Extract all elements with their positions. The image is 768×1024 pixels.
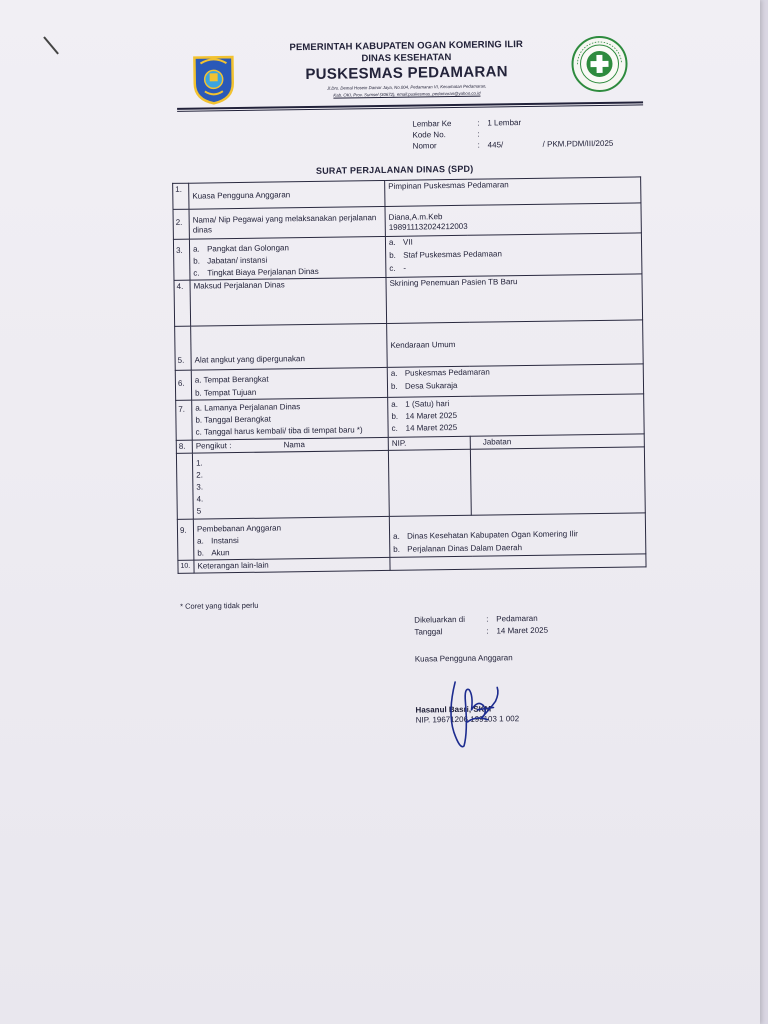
row-pengikut-list: [176, 447, 645, 520]
tingkat-value: -: [403, 263, 407, 273]
tempat-tujuan-label: b. Tempat Tujuan: [195, 387, 257, 398]
puskesmas-name: PUSKESMAS PEDAMARAN: [305, 63, 508, 84]
akun-value: Perjalanan Dinas Dalam Daerah: [407, 543, 523, 554]
puskesmas-logo-icon: [569, 34, 630, 95]
lembar-value: 1 Lembar: [487, 118, 522, 128]
signer-nip: NIP. 19671206 199103 1 002: [415, 714, 520, 725]
kode-label: Kode No.: [412, 130, 446, 140]
maksud-label: Maksud Perjalanan Dinas: [190, 277, 387, 326]
dikeluarkan-value: Pedamaran: [496, 613, 538, 624]
row-alat-angkut: 5. Alat angkut yang dipergunakan Kendaraan Umum: [175, 320, 644, 371]
lembar-label: Lembar Ke: [412, 119, 452, 129]
department-name: DINAS KESEHATAN: [361, 52, 452, 65]
tanggal-berangkat-value: 14 Maret 2025: [405, 410, 458, 421]
kuasa-label: Kuasa Pengguna Anggaran: [189, 180, 385, 209]
pembebanan-label: Pembebanan Anggaran: [196, 523, 282, 534]
pangkat-value: VII: [402, 237, 413, 247]
lamanya-label: a. Lamanya Perjalanan Dinas: [195, 402, 301, 413]
tanggal-berangkat-label: b. Tanggal Berangkat: [195, 414, 271, 425]
tanggal-value: 14 Maret 2025: [496, 625, 549, 636]
alat-angkut-label: Alat angkut yang dipergunakan: [191, 323, 388, 370]
tempat-tujuan-value: Desa Sukaraja: [404, 380, 458, 391]
tanggal-label: Tanggal: [414, 627, 443, 637]
row-keterangan: 10. Keterangan lain-lain: [178, 554, 646, 574]
kuasa-value: Pimpinan Puskesmas Pedamaran: [385, 177, 641, 207]
row-tempat: 6. a. Tempat Berangkat b. Tempat Tujuan a. Puskesmas Pedamaran b. Desa Sukaraja: [175, 364, 643, 401]
col-nip: NIP.: [388, 436, 470, 450]
row-pegawai: 2. Nama/ Nip Pegawai yang melaksanakan perjalanan dinas Diana,A.m.Keb 198911132024212003: [173, 203, 641, 240]
handwritten-signature: [437, 661, 508, 752]
nomor-suffix: / PKM.PDM/III/2025: [542, 138, 614, 149]
tempat-berangkat-value: Puskesmas Pedamaran: [404, 367, 490, 378]
instansi-label: Instansi: [211, 536, 239, 546]
footnote: * Coret yang tidak perlu: [179, 600, 259, 611]
pengikut-item: 4.: [196, 494, 204, 504]
nomor-value: 445/: [487, 140, 504, 150]
jabatan-value: Staf Puskesmas Pedamaan: [403, 249, 502, 260]
tanggal-kembali-label: c. Tanggal harus kembali/ tiba di tempat baru: [195, 425, 355, 437]
tempat-berangkat-label: a. Tempat Berangkat: [194, 374, 269, 385]
regency-logo-icon: [190, 53, 237, 106]
row-kuasa: 1. Kuasa Pengguna Anggaran Pimpinan Puskesmas Pedamaran: [173, 177, 641, 210]
signer-title: Kuasa Pengguna Anggaran: [414, 653, 513, 664]
government-name: PEMERINTAH KABUPATEN OGAN KOMERING ILIR: [289, 39, 524, 54]
pengikut-item: 5: [196, 506, 202, 516]
pengikut-label: Pengikut :: [195, 441, 232, 451]
col-nama: Nama: [283, 440, 306, 450]
letterhead: [266, 39, 547, 99]
pangkat-label: Pangkat dan Golongan: [206, 243, 289, 254]
pengikut-item: 3.: [196, 482, 204, 492]
dikeluarkan-label: Dikeluarkan di: [414, 614, 466, 625]
row-pengikut-header: 8. Pengikut : Nama NIP. Jabatan: [176, 434, 644, 454]
nomor-label: Nomor: [412, 141, 437, 151]
meta-nomor: Nomor : 445/ / PKM.PDM/III/2025: [412, 138, 614, 151]
row-pembebanan: 9. Pembebanan Anggaran a. Instansi b. Akun a. Dinas Kesehatan Kabupaten Ogan Komering Ilir b. Perjalanan Dinas Dalam Daerah: [177, 513, 646, 561]
document: [166, 23, 646, 725]
tanggal-kembali-value: 14 Maret 2025: [405, 422, 458, 433]
akun-label: Akun: [211, 548, 230, 558]
keterangan-label: Keterangan lain-lain: [194, 557, 390, 573]
pegawai-nip: 198911132024212003: [388, 221, 468, 232]
meta-lembar: Lembar Ke : 1 Lembar: [412, 118, 522, 129]
asterisk-note: *): [356, 425, 363, 435]
row-maksud: 4. Maksud Perjalanan Dinas Skrining Penemuan Pasien TB Baru: [174, 274, 643, 327]
meta-kode: Kode No. :: [412, 129, 480, 140]
lamanya-value: 1 (Satu) hari: [405, 399, 450, 409]
spd-table: [172, 176, 646, 574]
pengikut-item: 2.: [196, 470, 203, 480]
row-lamanya: 7. a. Lamanya Perjalanan Dinas b. Tanggal Berangkat c. Tanggal harus kembali/ tiba di tempat baru *) a. 1 (Satu) hari b. 14 Maret 2025 c. 14 Maret 2025: [176, 394, 645, 441]
pegawai-label: Nama/ Nip Pegawai yang melaksanakan perjalanan dinas: [189, 206, 385, 239]
signature-block: Dikeluarkan di : Pedamaran Tanggal : 14 Maret 2025 Kuasa Pengguna Anggaran Hasanul Basri, SKM NIP. 19671206 199103 1 002: [414, 613, 549, 725]
pegawai-name: Diana,A.m.Keb: [388, 212, 443, 222]
document-title: SURAT PERJALANAN DINAS (SPD): [315, 163, 474, 176]
maksud-value: Skrining Penemuan Pasien TB Baru: [386, 274, 643, 324]
alat-angkut-value: Kendaraan Umum: [387, 320, 644, 368]
address-line-1: Jl.Drs. Demal Hosein Damar Jaya, No.004, Pedamaran VI, Kecamatan Pedamaran,: [327, 83, 487, 91]
jabatan-label: Jabatan/ instansi: [207, 255, 268, 266]
pengikut-item: 1.: [195, 458, 203, 468]
address-line-2: Kab. OKI, Prov. Sumsel (30672), email:puskesmas_pedamaran@yahoo.co.id: [333, 90, 481, 98]
row-pangkat: 3. a. Pangkat dan Golongan b. Jabatan/ instansi c. Tingkat Biaya Perjalanan Dinas a. VII b. Staf Puskesmas Pedamaan c. -: [173, 233, 642, 281]
col-jabatan: Jabatan: [470, 434, 644, 449]
document-meta: [412, 116, 613, 152]
pen-mark: [43, 36, 59, 54]
tingkat-label: Tingkat Biaya Perjalanan Dinas: [207, 266, 319, 278]
signer-name: Hasanul Basri, SKM: [415, 704, 492, 715]
instansi-value: Dinas Kesehatan Kabupaten Ogan Komering Ilir: [407, 529, 578, 541]
